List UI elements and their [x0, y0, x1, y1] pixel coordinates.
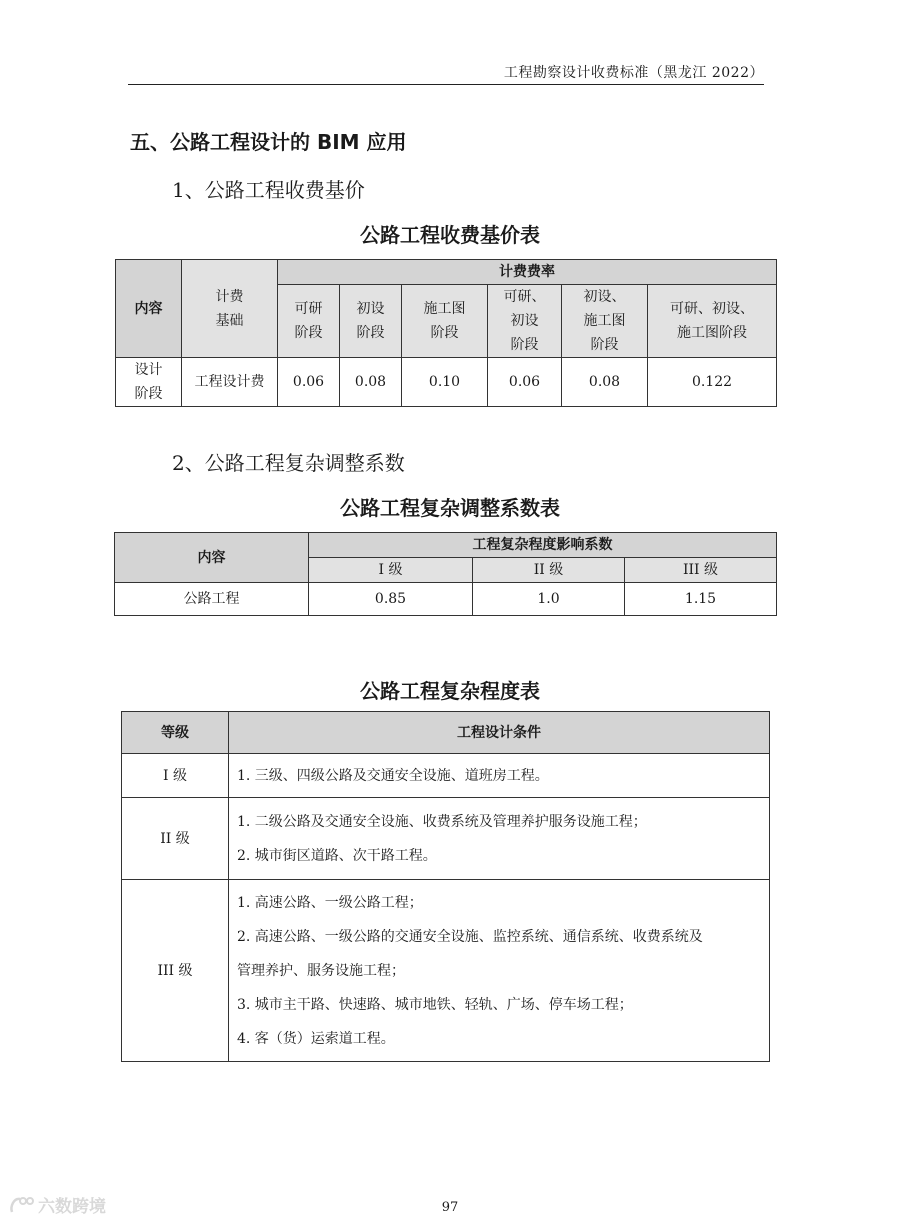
t1-header-basis: 计费 基础 — [182, 260, 278, 358]
table2-title: 公路工程复杂调整系数表 — [340, 496, 560, 520]
condition-line: 管理养护、服务设施工程； — [237, 962, 405, 979]
t3-level: III 级 — [122, 880, 229, 1062]
condition-line: 2. 高速公路、一级公路的交通安全设施、监控系统、通信系统、收费系统及 — [237, 928, 703, 945]
t1-row-content: 设计 阶段 — [116, 358, 182, 407]
header-rule — [128, 84, 764, 85]
t1-row-value: 0.06 — [488, 358, 562, 407]
t3-level: II 级 — [122, 798, 229, 880]
complexity-coefficient-table — [114, 532, 777, 616]
t3-conditions — [229, 880, 770, 1062]
t1-header-rate: 可研 阶段 — [278, 285, 340, 358]
t2-header-group: 工程复杂程度影响系数 — [309, 533, 777, 558]
complexity-level-table — [121, 711, 770, 1062]
t1-header-rate: 初设 阶段 — [340, 285, 402, 358]
t1-row-basis: 工程设计费 — [182, 358, 278, 407]
t2-row-value: 1.15 — [625, 583, 777, 616]
t3-conditions — [229, 798, 770, 880]
section-title: 五、公路工程设计的 BIM 应用 — [130, 130, 407, 154]
table3-title: 公路工程复杂程度表 — [360, 679, 540, 703]
table1-title: 公路工程收费基价表 — [360, 223, 540, 247]
t2-row-value: 1.0 — [473, 583, 625, 616]
t1-row-value: 0.08 — [562, 358, 648, 407]
t1-row-value: 0.08 — [340, 358, 402, 407]
page-number: 97 — [441, 1200, 459, 1215]
t3-header-conditions: 工程设计条件 — [229, 712, 770, 754]
t1-header-rate-group: 计费费率 — [278, 260, 777, 285]
t2-row-value: 0.85 — [309, 583, 473, 616]
t1-header-rate: 可研、 初设 阶段 — [488, 285, 562, 358]
condition-line: 1. 三级、四级公路及交通安全设施、道班房工程。 — [237, 767, 549, 784]
running-header: 工程勘察设计收费标准（黑龙江 2022） — [503, 65, 764, 81]
condition-line: 1. 二级公路及交通安全设施、收费系统及管理养护服务设施工程； — [237, 813, 647, 830]
t2-header-content: 内容 — [115, 533, 309, 583]
table-row — [122, 754, 770, 798]
subsection-title-2: 2、公路工程复杂调整系数 — [172, 451, 405, 475]
t3-level: I 级 — [122, 754, 229, 798]
table-row — [122, 798, 770, 880]
base-price-table — [115, 259, 777, 407]
table-row — [122, 880, 770, 1062]
table-row — [116, 358, 777, 407]
t2-row-content: 公路工程 — [115, 583, 309, 616]
t1-header-rate: 可研、初设、 施工图阶段 — [648, 285, 777, 358]
t3-conditions — [229, 754, 770, 798]
t2-header-level: II 级 — [473, 558, 625, 583]
t1-row-value: 0.10 — [402, 358, 488, 407]
condition-line: 1. 高速公路、一级公路工程； — [237, 894, 423, 911]
t1-row-value: 0.122 — [648, 358, 777, 407]
t1-row-value: 0.06 — [278, 358, 340, 407]
subsection-title-1: 1、公路工程收费基价 — [172, 178, 365, 202]
t1-header-rate: 施工图 阶段 — [402, 285, 488, 358]
condition-line: 4. 客（货）运索道工程。 — [237, 1030, 395, 1047]
t2-header-level: III 级 — [625, 558, 777, 583]
t2-header-level: I 级 — [309, 558, 473, 583]
t1-header-content: 内容 — [116, 260, 182, 358]
table-row — [115, 583, 777, 616]
watermark-text: 六数跨境 — [38, 1197, 106, 1217]
t1-header-rate: 初设、 施工图 阶段 — [562, 285, 648, 358]
condition-line: 2. 城市街区道路、次干路工程。 — [237, 847, 437, 864]
t3-header-level: 等级 — [122, 712, 229, 754]
condition-line: 3. 城市主干路、快速路、城市地铁、轻轨、广场、停车场工程； — [237, 996, 633, 1013]
